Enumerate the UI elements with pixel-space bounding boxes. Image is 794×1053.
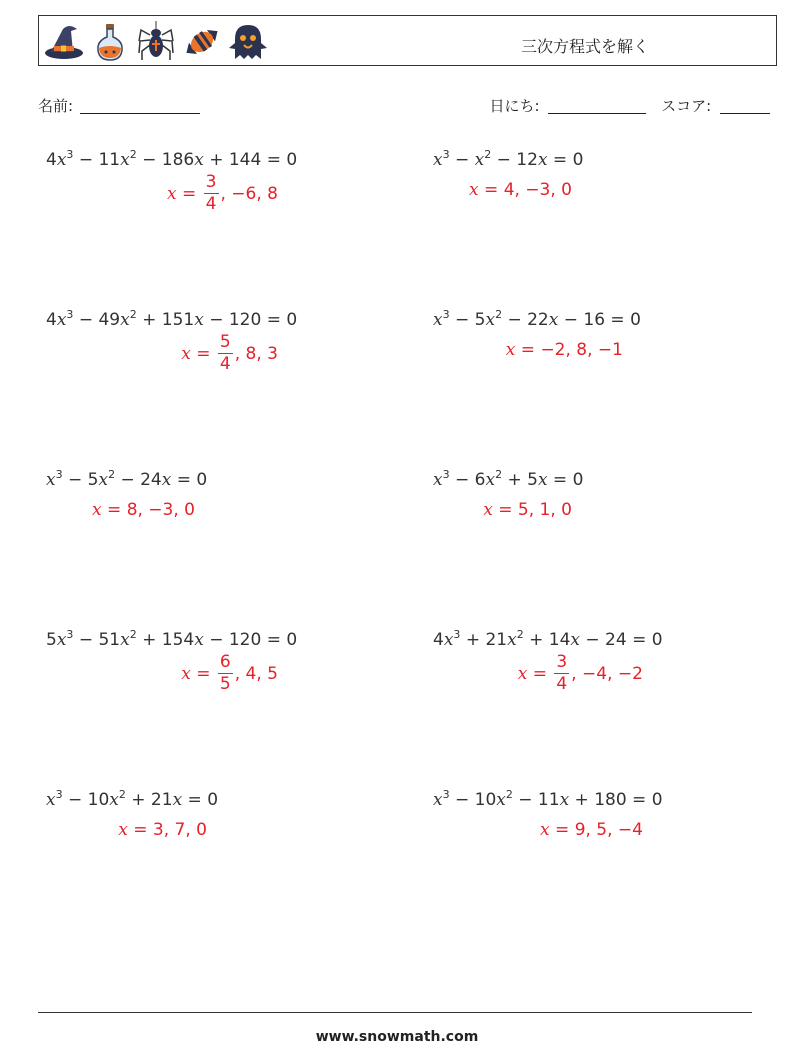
date-blank[interactable] bbox=[548, 97, 646, 114]
term-linear: − 12 bbox=[491, 150, 538, 170]
term-quadratic: − 11 bbox=[73, 150, 121, 170]
worksheet-title: 三次方程式を解く bbox=[521, 37, 650, 56]
answer bbox=[469, 180, 572, 200]
answer-variable: x bbox=[167, 183, 177, 204]
exponent: 2 bbox=[505, 788, 513, 801]
exponent: 2 bbox=[129, 148, 137, 161]
witch-hat-icon bbox=[43, 21, 85, 63]
answer bbox=[483, 500, 572, 520]
term-linear: + 154 bbox=[136, 630, 195, 650]
exponent: 3 bbox=[66, 148, 74, 161]
exponent: 2 bbox=[129, 308, 137, 321]
score-blank[interactable] bbox=[720, 97, 770, 114]
footer-divider bbox=[38, 1012, 752, 1013]
answer-fraction bbox=[218, 654, 233, 693]
answer-fraction bbox=[204, 174, 219, 213]
answer-roots: , 8, 3 bbox=[234, 343, 278, 364]
term-quadratic: − 5 bbox=[62, 470, 99, 490]
equation bbox=[46, 150, 297, 170]
answer-variable: x bbox=[483, 500, 493, 520]
answer-roots: 9, 5, −4 bbox=[574, 820, 643, 840]
answer bbox=[167, 174, 278, 213]
variable-x: x bbox=[548, 310, 559, 330]
term-linear: − 24 bbox=[115, 470, 162, 490]
answer-equals: = bbox=[127, 820, 153, 840]
exponent: 2 bbox=[118, 788, 126, 801]
header-box bbox=[38, 15, 777, 66]
variable-x: x bbox=[433, 150, 443, 170]
equation bbox=[433, 630, 663, 650]
variable-x: x bbox=[485, 310, 496, 330]
term-quadratic: + 21 bbox=[460, 630, 508, 650]
fraction-denominator: 4 bbox=[219, 354, 231, 374]
variable-x: x bbox=[433, 790, 443, 810]
potion-bottle-icon bbox=[89, 21, 131, 63]
term-linear: − 22 bbox=[502, 310, 549, 330]
answer-variable: x bbox=[505, 340, 516, 360]
answer bbox=[506, 340, 623, 360]
answer bbox=[92, 500, 195, 520]
term-linear: + 14 bbox=[523, 630, 571, 650]
variable-x: x bbox=[194, 310, 204, 330]
variable-x: x bbox=[559, 790, 570, 810]
variable-x: x bbox=[194, 150, 204, 170]
variable-x: x bbox=[56, 310, 67, 330]
answer-roots: 5, 1, 0 bbox=[517, 500, 572, 520]
variable-x: x bbox=[120, 630, 130, 650]
answer-roots: 8, −3, 0 bbox=[126, 500, 195, 520]
term-constant: − 24 = 0 bbox=[579, 630, 663, 650]
exponent: 3 bbox=[442, 788, 450, 801]
answer-variable: x bbox=[118, 820, 128, 840]
answer-roots: , −6, 8 bbox=[220, 183, 278, 204]
answer-fraction bbox=[554, 654, 569, 693]
variable-x: x bbox=[537, 150, 548, 170]
answer-roots: −2, 8, −1 bbox=[540, 340, 623, 360]
exponent: 3 bbox=[55, 788, 63, 801]
name-label: 名前: bbox=[38, 97, 74, 115]
equation bbox=[46, 310, 297, 330]
exponent: 2 bbox=[516, 628, 524, 641]
variable-x: x bbox=[56, 150, 67, 170]
fraction-numerator: 6 bbox=[219, 652, 231, 672]
term-constant: = 0 bbox=[547, 470, 584, 490]
equation bbox=[433, 150, 583, 170]
exponent: 2 bbox=[129, 628, 137, 641]
exponent: 3 bbox=[442, 308, 450, 321]
equation bbox=[433, 790, 663, 810]
variable-x: x bbox=[46, 470, 56, 490]
fraction-denominator: 4 bbox=[556, 674, 568, 694]
answer-equals: = bbox=[101, 500, 127, 520]
coefficient-cubic: 4 bbox=[46, 310, 57, 330]
name-field bbox=[38, 95, 200, 116]
fraction-denominator: 4 bbox=[205, 194, 217, 214]
answer-equals: = bbox=[478, 180, 504, 200]
candy-icon bbox=[181, 21, 223, 63]
answer-variable: x bbox=[181, 343, 191, 364]
term-constant: + 144 = 0 bbox=[203, 150, 298, 170]
variable-x: x bbox=[474, 150, 485, 170]
variable-x: x bbox=[433, 470, 443, 490]
term-linear: − 186 bbox=[136, 150, 195, 170]
score-label: スコア: bbox=[661, 97, 712, 115]
variable-x: x bbox=[161, 470, 172, 490]
answer-variable: x bbox=[92, 500, 102, 520]
exponent: 3 bbox=[66, 628, 74, 641]
answer-variable: x bbox=[540, 820, 550, 840]
exponent: 2 bbox=[484, 148, 492, 161]
variable-x: x bbox=[194, 630, 204, 650]
term-quadratic: − 6 bbox=[449, 470, 486, 490]
answer-variable: x bbox=[181, 663, 191, 684]
coefficient-cubic: 4 bbox=[46, 150, 57, 170]
term-quadratic: − 5 bbox=[449, 310, 486, 330]
answer bbox=[518, 654, 643, 693]
answer-roots: , −4, −2 bbox=[571, 663, 643, 684]
variable-x: x bbox=[172, 790, 183, 810]
variable-x: x bbox=[120, 150, 130, 170]
term-quadratic: − 49 bbox=[73, 310, 121, 330]
answer-equals: = bbox=[515, 340, 541, 360]
fraction-numerator: 3 bbox=[205, 172, 217, 192]
equation bbox=[46, 630, 297, 650]
term-quadratic: − bbox=[449, 150, 475, 170]
icon-strip bbox=[43, 21, 269, 63]
exponent: 3 bbox=[66, 308, 74, 321]
variable-x: x bbox=[98, 470, 109, 490]
variable-x: x bbox=[507, 630, 517, 650]
variable-x: x bbox=[433, 310, 443, 330]
equation bbox=[433, 310, 641, 330]
exponent: 3 bbox=[442, 468, 450, 481]
term-constant: = 0 bbox=[171, 470, 208, 490]
answer-equals: = bbox=[549, 820, 575, 840]
variable-x: x bbox=[496, 790, 506, 810]
date-label: 日にち: bbox=[489, 97, 540, 115]
answer-equals: = bbox=[492, 500, 518, 520]
variable-x: x bbox=[46, 790, 56, 810]
spider-icon bbox=[135, 21, 177, 63]
variable-x: x bbox=[120, 310, 130, 330]
answer bbox=[181, 334, 278, 373]
term-quadratic: − 51 bbox=[73, 630, 121, 650]
term-linear: − 11 bbox=[512, 790, 560, 810]
exponent: 2 bbox=[108, 468, 116, 481]
variable-x: x bbox=[537, 470, 548, 490]
term-linear: + 21 bbox=[125, 790, 173, 810]
term-quadratic: − 10 bbox=[62, 790, 110, 810]
equation bbox=[46, 790, 218, 810]
answer-equals: = bbox=[527, 663, 553, 684]
answer-variable: x bbox=[517, 663, 528, 684]
exponent: 3 bbox=[442, 148, 450, 161]
answer-roots: 4, −3, 0 bbox=[503, 180, 572, 200]
answer-variable: x bbox=[469, 180, 479, 200]
answer-equals: = bbox=[176, 183, 202, 204]
variable-x: x bbox=[56, 630, 67, 650]
fraction-denominator: 5 bbox=[219, 674, 231, 694]
fraction-numerator: 5 bbox=[219, 332, 231, 352]
term-linear: + 151 bbox=[136, 310, 195, 330]
exponent: 2 bbox=[495, 468, 503, 481]
equation bbox=[433, 470, 583, 490]
answer-equals: = bbox=[190, 663, 216, 684]
term-quadratic: − 10 bbox=[449, 790, 497, 810]
answer-roots: 3, 7, 0 bbox=[152, 820, 207, 840]
term-constant: = 0 bbox=[547, 150, 584, 170]
answer bbox=[540, 820, 643, 840]
answer-roots: , 4, 5 bbox=[234, 663, 278, 684]
variable-x: x bbox=[443, 630, 454, 650]
name-blank[interactable] bbox=[80, 97, 200, 114]
term-linear: + 5 bbox=[502, 470, 538, 490]
exponent: 3 bbox=[55, 468, 63, 481]
exponent: 2 bbox=[495, 308, 503, 321]
term-constant: − 120 = 0 bbox=[203, 310, 298, 330]
term-constant: − 120 = 0 bbox=[203, 630, 298, 650]
coefficient-cubic: 5 bbox=[46, 630, 57, 650]
term-constant: + 180 = 0 bbox=[569, 790, 663, 810]
coefficient-cubic: 4 bbox=[433, 630, 444, 650]
term-constant: = 0 bbox=[182, 790, 219, 810]
answer-fraction bbox=[218, 334, 233, 373]
equation bbox=[46, 470, 207, 490]
answer bbox=[118, 820, 207, 840]
footer-url: www.snowmath.com bbox=[315, 1029, 479, 1045]
variable-x: x bbox=[570, 630, 580, 650]
answer bbox=[181, 654, 278, 693]
variable-x: x bbox=[109, 790, 119, 810]
variable-x: x bbox=[485, 470, 496, 490]
exponent: 3 bbox=[453, 628, 461, 641]
ghost-icon bbox=[227, 21, 269, 63]
date-score-fields bbox=[490, 95, 770, 116]
answer-equals: = bbox=[190, 343, 216, 364]
term-constant: − 16 = 0 bbox=[558, 310, 641, 330]
fraction-numerator: 3 bbox=[556, 652, 568, 672]
